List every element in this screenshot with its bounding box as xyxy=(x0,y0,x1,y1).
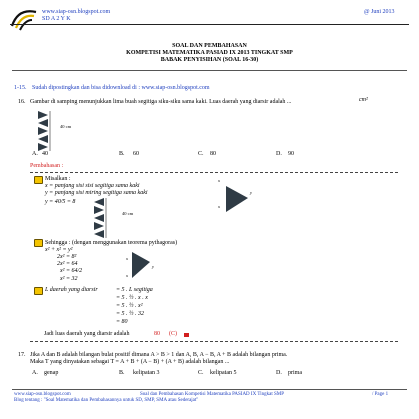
solution-fig-x-bottom: x xyxy=(218,204,220,209)
right-triangle-figure-2 xyxy=(128,248,162,288)
q16-option-d: 90 xyxy=(288,151,294,157)
footer-url[interactable]: www.siap-osn.blogspot.com xyxy=(14,392,71,397)
right-triangle-figure xyxy=(222,180,256,224)
solution-def-y: y = panjang sisi miring segitiga sama kaki xyxy=(45,190,148,196)
solution-misal: Misalkan : xyxy=(45,176,71,182)
intro-range: 1-15. xyxy=(14,85,27,91)
area-line-3: = 5 . ½ . x² xyxy=(116,303,143,309)
answer-value: 80 xyxy=(154,331,160,337)
q16-option-a-key: A. xyxy=(32,151,38,157)
note-icon xyxy=(34,239,43,247)
q17-option-d: prima xyxy=(288,370,302,376)
answer-key: (C) xyxy=(169,331,177,337)
q16-option-c-key: C. xyxy=(198,151,204,157)
answer-text: Jadi luas daerah yang diarsir adalah xyxy=(44,331,130,337)
header-date: @ Juni 2013 xyxy=(364,9,395,15)
solution-fig-x-top: x xyxy=(218,178,220,183)
q17-line-2: Maka T yang dinyatakan sebagai T = A + B + (A − B) + (A + B) adalah bilangan ... xyxy=(30,359,230,365)
solution-fig-y: y xyxy=(250,190,252,195)
q16-option-a: 40 xyxy=(42,151,48,157)
check-icon xyxy=(184,333,189,337)
note-icon xyxy=(34,287,43,295)
solution-def-x: x = panjang sisi sisi segitiga sama kaki xyxy=(45,183,140,189)
solution-end-divider xyxy=(30,341,398,342)
q16-fig-label: 40 cm xyxy=(60,124,72,129)
q17-option-d-key: D. xyxy=(276,370,282,376)
pyth-line-2: 2x² = 8² xyxy=(57,254,77,260)
solution-fig2-x-top: x xyxy=(126,256,128,261)
footer-title: Soal dan Pembahasan Kompetisi Matematika PASIAD IX Tingkat SMP xyxy=(140,392,284,397)
title-divider xyxy=(12,70,407,71)
pyth-line-3: 2x² = 64 xyxy=(57,261,78,267)
area-line-5: = 80 xyxy=(116,319,128,325)
area-line-4: = 5 . ½ . 32 xyxy=(116,311,145,317)
header-url[interactable]: www.siap-osn.blogspot.com xyxy=(42,9,111,15)
q17-number: 17. xyxy=(18,352,26,358)
title-line-2: KOMPETISI MATEMATIKA PASIAD IX 2013 TINGKAT SMP xyxy=(126,50,293,56)
q16-unit: cm² xyxy=(359,97,368,103)
q17-option-c-key: C. xyxy=(198,370,204,376)
q17-option-c: kelipatan 5 xyxy=(210,370,237,376)
pyth-intro: Sehingga : (dengan menggunakan teorema pythagoras) xyxy=(45,240,178,246)
footer-blog: Blog tentang : "Soal Matematika dan Pembahasannya untuk SD, SMP, SMA atau Sederajat" xyxy=(14,398,199,403)
solution-y-eq: y = 40/5 = 8 xyxy=(45,199,76,205)
solution-fig2-y: y xyxy=(152,264,154,269)
pyth-line-1: x² + x² = y² xyxy=(45,247,73,253)
q16-option-b-key: B. xyxy=(119,151,125,157)
q16-option-d-key: D. xyxy=(276,151,282,157)
footer-divider xyxy=(12,389,407,390)
title-line-1: SOAL DAN PEMBAHASAN xyxy=(172,43,247,49)
q16-figure xyxy=(36,110,66,152)
area-label: L daerah yang diarsir xyxy=(45,287,98,293)
logo-icon xyxy=(10,6,38,32)
header-school: SD A 2 Y K xyxy=(42,16,71,22)
q16-text: Gambar di samping menunjukkan lima buah segitiga siku-siku sama kaki. Luas daerah yang diarsir adalah ... xyxy=(30,99,292,105)
q17-line-1: Jika A dan B adalah bilangan bulat positif dimana A > B > 1 dan A, B, A − B, A + B adalah bilangan prima. xyxy=(30,352,288,358)
area-line-1: = 5 . L segitiga xyxy=(116,287,153,293)
footer-page: / Page 1 xyxy=(372,392,389,397)
title-line-3: BABAK PENYISIHAN (SOAL 16-30) xyxy=(160,57,259,63)
q17-option-a-key: A. xyxy=(32,370,38,376)
q17-option-a: genap xyxy=(44,370,59,376)
solution-fig-label: 40 cm xyxy=(122,211,134,216)
intro-text[interactable]: Sudah dipostingkan dan bisa didownload di : www.siap-osn.blogspot.com xyxy=(32,85,210,91)
q17-option-b: kelipatan 3 xyxy=(133,370,160,376)
note-icon xyxy=(34,176,43,184)
area-line-2: = 5 . ½ . x . x xyxy=(116,295,148,301)
solution-fig2-x-bottom: x xyxy=(126,273,128,278)
q16-option-c: 80 xyxy=(210,151,216,157)
header-divider xyxy=(10,24,409,25)
solution-divider xyxy=(30,172,398,173)
q16-number: 16. xyxy=(18,99,26,105)
solution-heading: Pembahasan : xyxy=(30,163,64,169)
pyth-line-5: x² = 32 xyxy=(60,276,78,282)
pyth-line-4: x² = 64/2 xyxy=(60,268,83,274)
q16-option-b: 60 xyxy=(133,151,139,157)
q17-option-b-key: B. xyxy=(119,370,125,376)
